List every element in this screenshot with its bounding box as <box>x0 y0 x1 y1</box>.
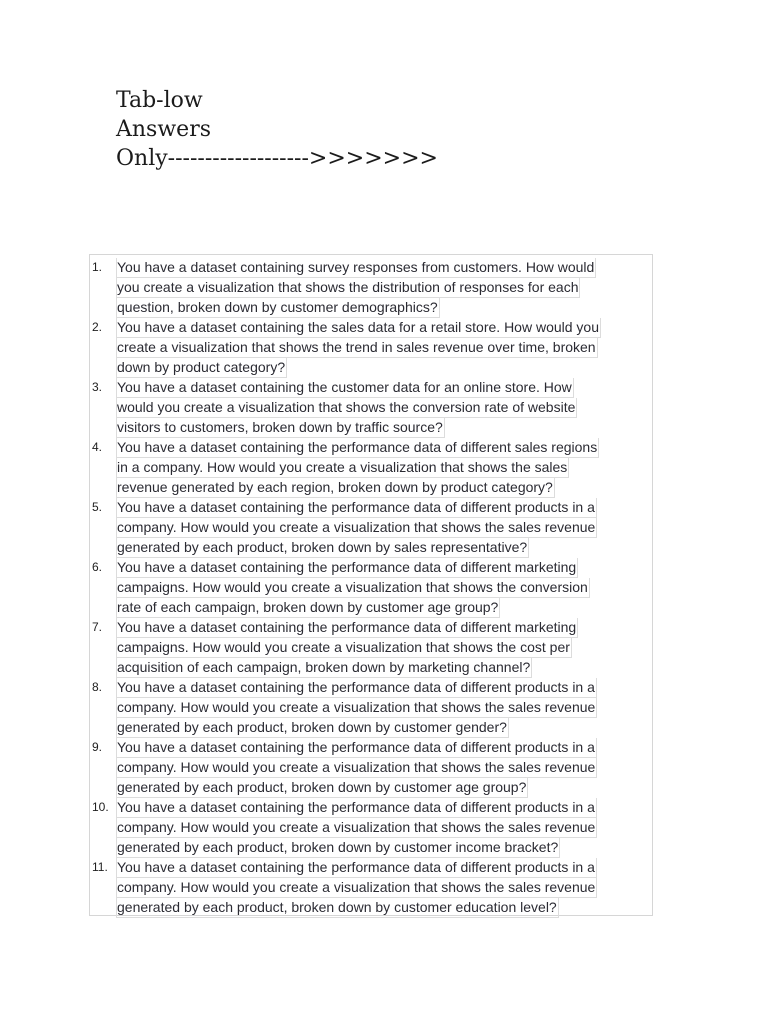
question-text-line: generated by each product, broken down by customer income bracket? <box>116 838 560 858</box>
question-text-line: in a company. How would you create a visualization that shows the sales <box>116 458 569 478</box>
question-text-line: generated by each product, broken down by customer education level? <box>116 898 559 918</box>
question-text-line: You have a dataset containing the performance data of different products in a <box>116 858 597 878</box>
heading-line-2: Answers <box>116 117 212 142</box>
question-number: 11. <box>92 860 108 874</box>
question-item <box>89 437 659 497</box>
question-text-line: generated by each product, broken down by customer gender? <box>116 718 509 738</box>
question-item <box>89 617 659 677</box>
question-text-line: rate of each campaign, broken down by customer age group? <box>116 598 500 618</box>
question-text-line: company. How would you create a visualization that shows the sales revenue <box>116 818 597 838</box>
question-text-line: company. How would you create a visualization that shows the sales revenue <box>116 518 597 538</box>
heading-line-3: Only------------------->>>>>>> <box>116 146 438 171</box>
question-item <box>89 557 659 617</box>
question-text-line: down by product category? <box>116 358 287 378</box>
question-text-line: You have a dataset containing the sales data for a retail store. How would you <box>116 318 601 338</box>
question-item <box>89 737 659 797</box>
page-heading <box>116 86 438 173</box>
question-text-line: campaigns. How would you create a visualization that shows the cost per <box>116 638 572 658</box>
question-item <box>89 257 659 317</box>
question-text-line: You have a dataset containing the performance data of different products in a <box>116 738 597 758</box>
question-text-line: generated by each product, broken down by customer age group? <box>116 778 528 798</box>
question-number: 3. <box>92 380 103 394</box>
question-item <box>89 317 659 377</box>
question-text-line: create a visualization that shows the trend in sales revenue over time, broken <box>116 338 598 358</box>
question-text-line: You have a dataset containing the performance data of different sales regions <box>116 438 599 458</box>
question-text-line: You have a dataset containing the customer data for an online store. How <box>116 378 574 398</box>
question-list <box>89 257 659 917</box>
question-item <box>89 797 659 857</box>
question-text-line: company. How would you create a visualization that shows the sales revenue <box>116 698 597 718</box>
question-number: 1. <box>92 260 103 274</box>
question-text-line: You have a dataset containing the performance data of different products in a <box>116 498 597 518</box>
question-number: 9. <box>92 740 103 754</box>
question-text-line: campaigns. How would you create a visualization that shows the conversion <box>116 578 590 598</box>
question-item <box>89 857 659 917</box>
question-number: 2. <box>92 320 103 334</box>
question-text-line: would you create a visualization that shows the conversion rate of website <box>116 398 577 418</box>
question-text-line: company. How would you create a visualization that shows the sales revenue <box>116 878 597 898</box>
question-number: 5. <box>92 500 103 514</box>
question-number: 8. <box>92 680 103 694</box>
question-item <box>89 497 659 557</box>
question-text-line: visitors to customers, broken down by traffic source? <box>116 418 445 438</box>
heading-line-1: Tab-low <box>116 88 203 113</box>
question-text-line: company. How would you create a visualization that shows the sales revenue <box>116 758 597 778</box>
question-text-line: You have a dataset containing the performance data of different products in a <box>116 678 597 698</box>
question-text-line: revenue generated by each region, broken down by product category? <box>116 478 555 498</box>
question-text-line: acquisition of each campaign, broken down by marketing channel? <box>116 658 532 678</box>
question-number: 10. <box>92 800 109 814</box>
question-number: 4. <box>92 440 103 454</box>
question-text-line: You have a dataset containing the performance data of different products in a <box>116 798 597 818</box>
question-number: 6. <box>92 560 103 574</box>
question-text-line: You have a dataset containing the performance data of different marketing <box>116 558 578 578</box>
question-text-line: You have a dataset containing survey responses from customers. How would <box>116 258 596 278</box>
question-item <box>89 677 659 737</box>
question-text-line: You have a dataset containing the performance data of different marketing <box>116 618 578 638</box>
question-text-line: generated by each product, broken down by sales representative? <box>116 538 529 558</box>
question-text-line: you create a visualization that shows the distribution of responses for each <box>116 278 580 298</box>
question-text-line: question, broken down by customer demographics? <box>116 298 440 318</box>
question-number: 7. <box>92 620 103 634</box>
question-item <box>89 377 659 437</box>
